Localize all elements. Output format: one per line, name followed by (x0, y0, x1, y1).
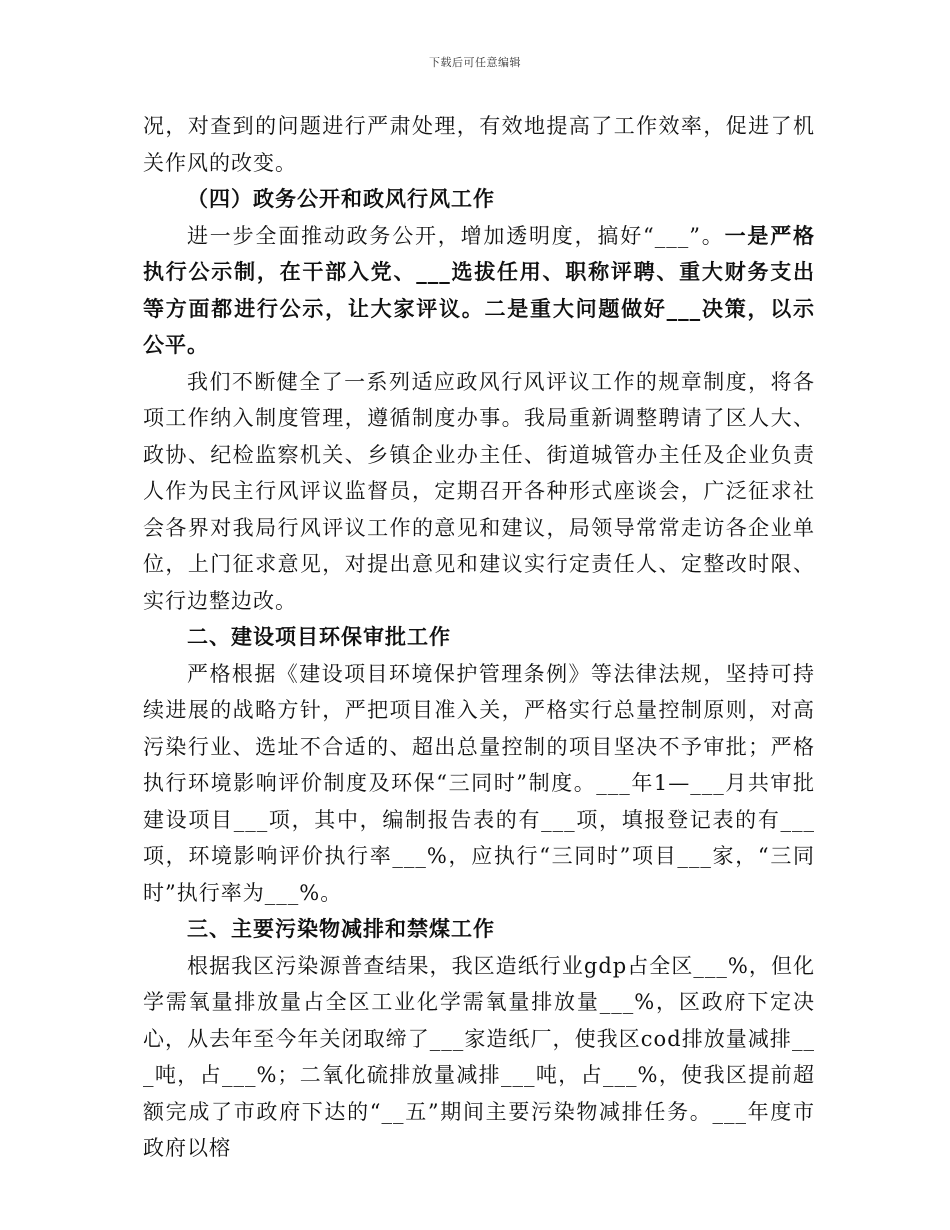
page-header: 下载后可任意编辑 (429, 56, 521, 69)
section-heading-2: 二、建设项目环保审批工作 (187, 624, 451, 649)
paragraph-2-bold: 一是严格执行公示制，在干部入党、___选拔任用、职称评聘、重大财务支出等方面都进行公示，让大家评议。二是重大问题做好___决策，以示公平。 (143, 222, 815, 357)
section-heading-3: 三、主要污染物减排和禁煤工作 (187, 916, 495, 941)
section-heading-4: （四）政务公开和政风行风工作 (187, 186, 495, 211)
paragraph-5: 根据我区污染源普查结果，我区造纸行业gdp占全区___%，但化学需氧量排放量占全区工业化学需氧量排放量___%，区政府下定决心，从去年至今年关闭取缔了___家造纸厂，使我区cod排放量减排___吨，占___%；二氧化硫排放量减排___吨，占___%，使我区提前超额完成了市政府下达的“__五”期间主要污染物减排任务。___年度市政府以榕 (143, 953, 815, 1160)
paragraph-2-normal: 进一步全面推动政务公开，增加透明度，搞好“___”。 (187, 223, 725, 248)
paragraph-1: 况，对查到的问题进行严肃处理，有效地提高了工作效率，促进了机关作风的改变。 (143, 114, 815, 175)
paragraph-3: 我们不断健全了一系列适应政风行风评议工作的规章制度，将各项工作纳入制度管理，遵循制度办事。我局重新调整聘请了区人大、政协、纪检监察机关、乡镇企业办主任、街道城管办主任及企业负责人作为民主行风评议监督员，定期召开各种形式座谈会，广泛征求社会各界对我局行风评议工作的意见和建议，局领导常常走访各企业单位，上门征求意见，对提出意见和建议实行定责任人、定整改时限、实行边整边改。 (143, 369, 815, 613)
document-body (143, 108, 815, 1167)
paragraph-2 (143, 218, 815, 364)
paragraph-4: 严格根据《建设项目环境保护管理条例》等法律法规，坚持可持续进展的战略方针，严把项目准入关，严格实行总量控制原则，对高污染行业、选址不合适的、超出总量控制的项目坚决不予审批；严格执行环境影响评价制度及环保“三同时”制度。___年1—___月共审批建设项目___项，其中，编制报告表的有___项，填报登记表的有___项，环境影响评价执行率___%，应执行“三同时”项目___家，“三同时”执行率为___%。 (143, 661, 815, 905)
